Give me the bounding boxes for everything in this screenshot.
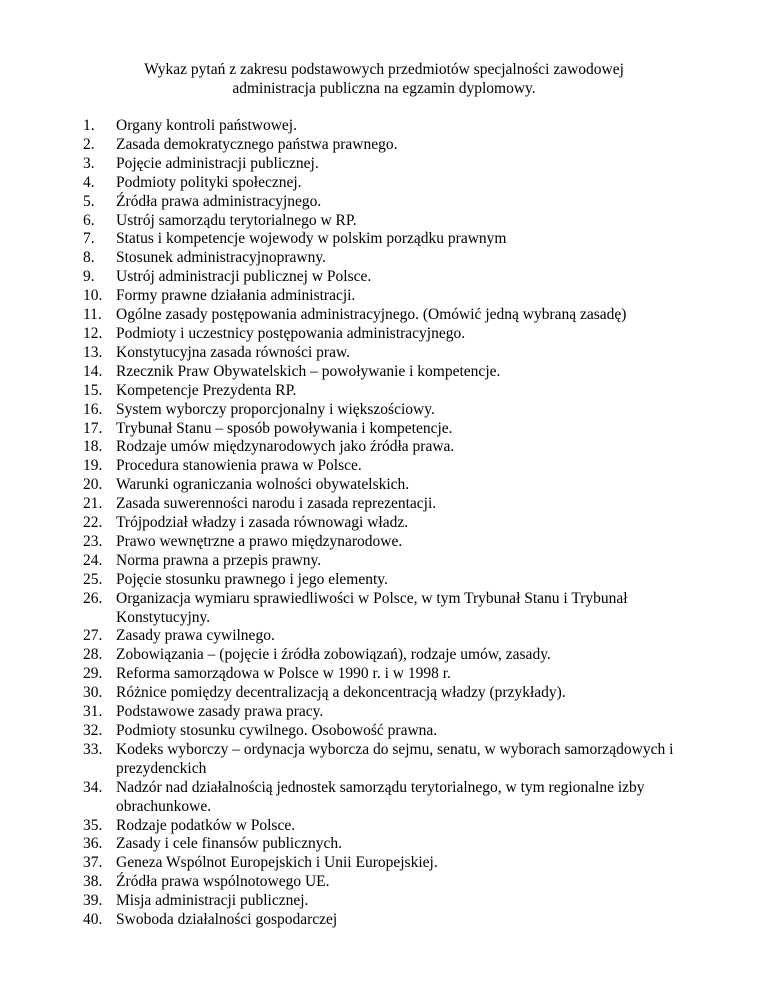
question-item bbox=[83, 911, 693, 930]
question-text: Rzecznik Praw Obywatelskich – powoływanie i kompetencje. bbox=[116, 362, 501, 380]
question-number: 16. bbox=[83, 400, 103, 418]
question-item bbox=[83, 590, 693, 628]
question-number: 2. bbox=[83, 135, 95, 153]
question-item bbox=[83, 892, 693, 911]
question-text: Stosunek administracyjnoprawny. bbox=[116, 249, 326, 267]
question-number: 14. bbox=[83, 362, 103, 380]
question-item bbox=[83, 571, 693, 590]
question-number: 29. bbox=[83, 665, 103, 683]
question-number: 25. bbox=[83, 570, 103, 588]
question-item bbox=[83, 476, 693, 495]
question-text: Ustrój samorządu terytorialnego w RP. bbox=[116, 211, 357, 229]
document-title bbox=[0, 60, 768, 98]
question-item bbox=[83, 665, 693, 684]
question-item bbox=[83, 325, 693, 344]
question-text: Podstawowe zasady prawa pracy. bbox=[116, 703, 324, 721]
question-number: 26. bbox=[83, 589, 103, 607]
question-number: 24. bbox=[83, 551, 103, 569]
question-number: 38. bbox=[83, 873, 103, 891]
question-number: 18. bbox=[83, 438, 103, 456]
question-text: Trybunał Stanu – sposób powoływania i kompetencje. bbox=[116, 419, 453, 437]
question-number: 32. bbox=[83, 722, 103, 739]
question-item bbox=[83, 722, 693, 741]
question-text: Kodeks wyborczy – ordynacja wyborcza do sejmu, senatu, w wyborach samorządowych i prezydenckich bbox=[116, 740, 674, 777]
question-item bbox=[83, 741, 693, 779]
question-item bbox=[83, 230, 693, 249]
question-item bbox=[83, 552, 693, 571]
question-item bbox=[83, 287, 693, 306]
question-number: 34. bbox=[83, 778, 103, 796]
question-item bbox=[83, 873, 693, 892]
question-number: 12. bbox=[83, 324, 103, 342]
question-item bbox=[83, 627, 693, 646]
question-number: 7. bbox=[83, 230, 95, 248]
question-text: Trójpodział władzy i zasada równowagi władz. bbox=[116, 514, 409, 532]
question-item bbox=[83, 155, 693, 174]
question-text: Zobowiązania – (pojęcie i źródła zobowiązań), rodzaje umów, zasady. bbox=[116, 646, 551, 664]
question-text: Pojęcie stosunku prawnego i jego elementy. bbox=[116, 570, 388, 588]
question-number: 11. bbox=[83, 306, 102, 324]
question-item bbox=[83, 174, 693, 193]
question-text: Misja administracji publicznej. bbox=[116, 892, 309, 910]
question-text: Nadzór nad działalnością jednostek samorządu terytorialnego, w tym regionalne izby obrachunkowe. bbox=[116, 778, 645, 815]
question-text: Zasady i cele finansów publicznych. bbox=[116, 835, 342, 853]
question-number: 5. bbox=[83, 192, 95, 210]
question-item bbox=[83, 249, 693, 268]
question-text: Źródła prawa administracyjnego. bbox=[116, 192, 322, 210]
question-number: 19. bbox=[83, 457, 103, 475]
question-text: System wyborczy proporcjonalny i większościowy. bbox=[116, 400, 435, 418]
question-text: Zasada suwerenności narodu i zasada reprezentacji. bbox=[116, 495, 437, 513]
question-item bbox=[83, 495, 693, 514]
question-text: Podmioty polityki społecznej. bbox=[116, 173, 302, 191]
question-number: 9. bbox=[83, 268, 95, 286]
question-list bbox=[83, 117, 693, 930]
question-item bbox=[83, 533, 693, 552]
question-number: 22. bbox=[83, 514, 103, 532]
question-number: 37. bbox=[83, 854, 103, 872]
question-item bbox=[83, 212, 693, 231]
question-text: Organizacja wymiaru sprawiedliwości w Polsce, w tym Trybunał Stanu i Trybunał Konstytucyjny. bbox=[116, 589, 628, 626]
question-text: Geneza Wspólnot Europejskich i Unii Europejskiej. bbox=[116, 854, 438, 872]
question-item bbox=[83, 646, 693, 665]
question-number: 20. bbox=[83, 476, 103, 494]
question-item bbox=[83, 835, 693, 854]
question-item bbox=[83, 401, 693, 420]
question-item bbox=[83, 363, 693, 382]
question-number: 6. bbox=[83, 211, 95, 229]
question-text: Różnice pomiędzy decentralizacją a dekoncentracją władzy (przykłady). bbox=[116, 684, 566, 702]
question-text: Warunki ograniczania wolności obywatelskich. bbox=[116, 476, 410, 494]
question-text: Podmioty stosunku cywilnego. Osobowość prawna. bbox=[116, 722, 438, 739]
question-item bbox=[83, 420, 693, 439]
question-number: 33. bbox=[83, 740, 103, 758]
question-number: 13. bbox=[83, 343, 103, 361]
question-number: 4. bbox=[83, 173, 95, 191]
question-text: Rodzaje podatków w Polsce. bbox=[116, 816, 296, 834]
question-text: Ogólne zasady postępowania administracyjnego. (Omówić jedną wybraną zasadę) bbox=[116, 306, 627, 324]
question-item bbox=[83, 514, 693, 533]
question-text: Ustrój administracji publicznej w Polsce. bbox=[116, 268, 372, 286]
question-text: Formy prawne działania administracji. bbox=[116, 287, 356, 305]
question-text: Status i kompetencje wojewody w polskim porządku prawnym bbox=[116, 230, 507, 248]
question-text: Kompetencje Prezydenta RP. bbox=[116, 381, 297, 399]
question-number: 36. bbox=[83, 835, 103, 853]
question-number: 17. bbox=[83, 419, 103, 437]
question-text: Zasady prawa cywilnego. bbox=[116, 627, 275, 645]
question-text: Pojęcie administracji publicznej. bbox=[116, 154, 319, 172]
question-text: Procedura stanowienia prawa w Polsce. bbox=[116, 457, 362, 475]
question-number: 31. bbox=[83, 703, 103, 721]
question-number: 10. bbox=[83, 287, 103, 305]
question-number: 28. bbox=[83, 646, 103, 664]
question-text: Podmioty i uczestnicy postępowania administracyjnego. bbox=[116, 324, 466, 342]
question-text: Źródła prawa wspólnotowego UE. bbox=[116, 873, 330, 891]
question-item bbox=[83, 854, 693, 873]
document-title-line-1: Wykaz pytań z zakresu podstawowych przedmiotów specjalności zawodowej bbox=[144, 61, 624, 78]
question-number: 8. bbox=[83, 249, 95, 267]
question-text: Prawo wewnętrzne a prawo międzynarodowe. bbox=[116, 532, 403, 550]
question-item bbox=[83, 193, 693, 212]
question-item bbox=[83, 457, 693, 476]
question-text: Norma prawna a przepis prawny. bbox=[116, 551, 322, 569]
question-text: Konstytucyjna zasada równości praw. bbox=[116, 343, 351, 361]
question-number: 23. bbox=[83, 532, 103, 550]
question-item bbox=[83, 382, 693, 401]
question-item bbox=[83, 268, 693, 287]
question-item bbox=[83, 344, 693, 363]
question-number: 15. bbox=[83, 381, 103, 399]
question-number: 3. bbox=[83, 154, 95, 172]
question-number: 21. bbox=[83, 495, 103, 513]
question-item bbox=[83, 117, 693, 136]
question-text: Swoboda działalności gospodarczej bbox=[116, 911, 338, 929]
question-item bbox=[83, 703, 693, 722]
question-text: Rodzaje umów międzynarodowych jako źródła prawa. bbox=[116, 438, 455, 456]
question-number: 27. bbox=[83, 627, 103, 645]
question-number: 1. bbox=[83, 117, 95, 134]
question-text: Organy kontroli państwowej. bbox=[116, 117, 297, 134]
question-item bbox=[83, 817, 693, 836]
question-number: 40. bbox=[83, 911, 103, 929]
question-item bbox=[83, 684, 693, 703]
document-title-line-2: administracja publiczna na egzamin dyplomowy. bbox=[232, 80, 536, 97]
question-item bbox=[83, 779, 693, 817]
question-item bbox=[83, 306, 693, 325]
question-item bbox=[83, 136, 693, 155]
question-number: 39. bbox=[83, 892, 103, 910]
question-item bbox=[83, 438, 693, 457]
question-text: Zasada demokratycznego państwa prawnego. bbox=[116, 135, 398, 153]
question-number: 35. bbox=[83, 816, 103, 834]
question-text: Reforma samorządowa w Polsce w 1990 r. i w 1998 r. bbox=[116, 665, 451, 683]
question-number: 30. bbox=[83, 684, 103, 702]
